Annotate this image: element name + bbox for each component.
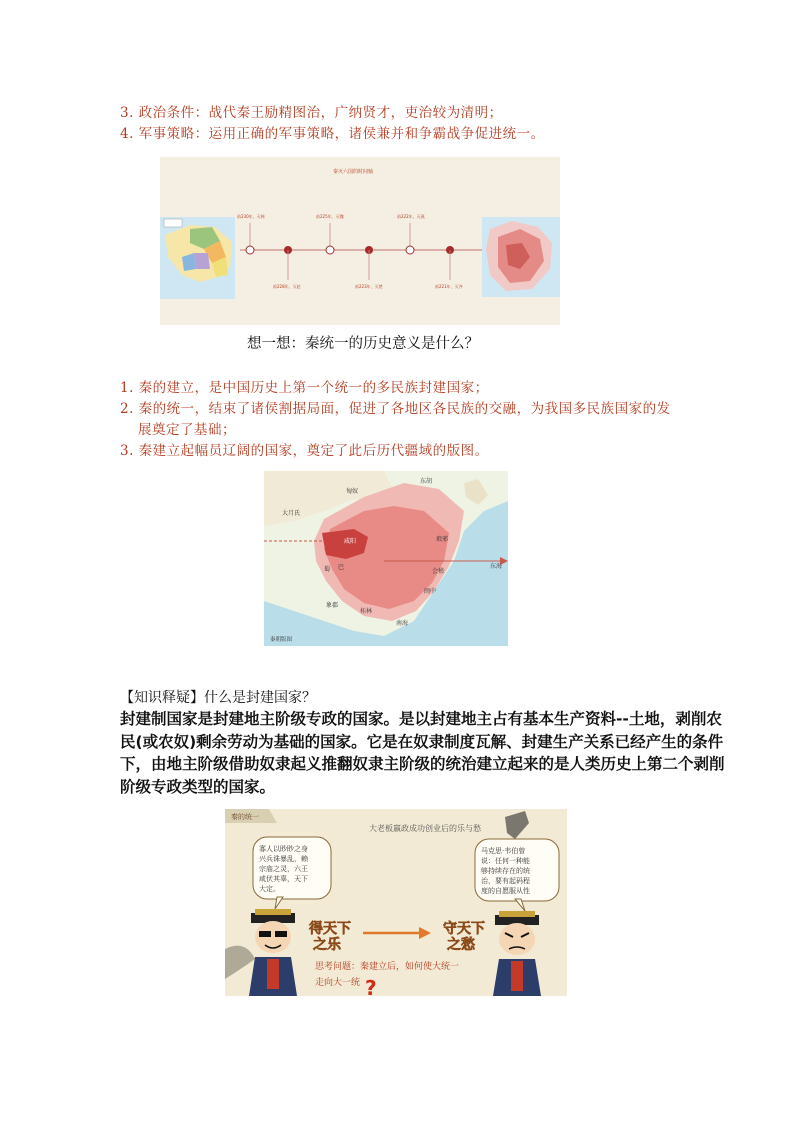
knowledge-heading: 【知识释疑】什么是封建国家？: [120, 690, 316, 706]
event-qi: 前221年，灭齐: [435, 284, 463, 289]
label-ba: 巴: [338, 564, 345, 571]
label-xiongnu: 匈奴: [346, 488, 359, 495]
cartoon-title: 大老板嬴政成功创业后的乐与愁: [369, 824, 481, 833]
map-caption: 秦朝版图: [270, 637, 293, 643]
bubble-left-4: 咸伏其辜，天下: [259, 875, 308, 883]
question-significance: 想一想：秦统一的历史意义是什么？: [247, 336, 479, 352]
event-zhao: 前228年，灭赵: [273, 284, 301, 289]
left-map: [160, 217, 235, 299]
label-kuaiji: 会稽: [432, 568, 445, 575]
bubble-left-1: 寡人以眇眇之身: [259, 845, 308, 853]
bubble-right-4: 治，要有起码程: [481, 877, 530, 885]
worry-text-1: 守天下: [443, 921, 485, 937]
timeline-bottom-events: [273, 246, 463, 289]
label-xiangjun: 象郡: [326, 602, 339, 609]
label-dayuezhi: 大月氏: [282, 510, 301, 517]
event-wei: 前225年，灭魏: [316, 214, 344, 219]
event-yan: 前222年，灭燕: [397, 214, 425, 219]
joy-text-2: 之乐: [313, 937, 341, 953]
joy-text-1: 得天下: [309, 921, 351, 937]
knowledge-line-4: 阶级专政类型的国家。: [120, 778, 276, 796]
label-nanhai: 南海: [396, 620, 409, 627]
bubble-left-3: 宗庙之灵，六王: [259, 865, 308, 873]
significance-2b: 展奠定了基础；: [138, 422, 236, 438]
left-speech-bubble: [253, 837, 331, 909]
knowledge-line-1: 封建制国家是封建地主阶级专政的国家。是以封建地主占有基本生产资料--土地，剥削农: [120, 710, 722, 728]
label-shu: 蜀: [324, 566, 331, 573]
politics-condition: 3. 政治条件：战代秦王励精图治，广纳贤才，吏治较为清明；: [120, 105, 503, 121]
question-mark: ?: [365, 976, 377, 996]
timeline-title: 秦灭六国的时间轴: [332, 169, 374, 175]
bubble-right-2: 说：任何一种能: [481, 857, 530, 865]
right-speech-bubble: [475, 839, 559, 911]
label-langya: 琅邪: [436, 536, 449, 543]
label-donghu: 东胡: [420, 478, 433, 485]
cartoon-question-2: 走向大一统: [315, 978, 361, 988]
qin-territory-map: [264, 471, 508, 646]
bubble-left-5: 大定。: [259, 885, 280, 893]
event-han: 前230年，灭韩: [237, 214, 265, 219]
significance-2a: 2. 秦的统一，结束了诸侯割据局面，促进了各地区各民族的交融，为我国多民族国家的发: [120, 401, 671, 417]
label-donghai: 东海: [490, 563, 503, 570]
bubble-right-5: 度的自愿服从性: [481, 887, 530, 895]
label-guilin: 桂林: [360, 608, 373, 615]
timeline-top-events: [237, 213, 426, 254]
knowledge-line-3: 下，由地主阶级借助奴隶起义推翻奴隶主阶级的统治建立起来的是人类历史上第二个剥削: [120, 755, 725, 773]
worry-text-2: 之愁: [447, 937, 475, 953]
timeline-figure: [160, 157, 560, 325]
cartoon-question: 思考问题：秦建立后，如何使大统一: [315, 962, 460, 972]
label-xianyang: 咸阳: [344, 538, 357, 545]
label-minzhong: 闽中: [424, 588, 437, 595]
knowledge-line-2: 民(或农奴)剩余劳动为基础的国家。它是在奴隶制度瓦解、封建生产关系已经产生的条件: [120, 733, 724, 751]
significance-1: 1. 秦的建立，是中国历史上第一个统一的多民族封建国家；: [120, 380, 489, 396]
bubble-right-1: 马克思·韦伯曾: [481, 847, 526, 855]
bubble-left-2: 兴兵诛暴乱，赖: [259, 855, 308, 863]
bubble-right-3: 够持续存在的统: [481, 867, 530, 875]
cartoon-figure: [225, 809, 567, 996]
cartoon-tab: 秦的统一: [231, 813, 259, 821]
significance-3: 3. 秦建立起幅员辽阔的国家，奠定了此后历代疆域的版图。: [120, 443, 489, 459]
military-strategy: 4. 军事策略：运用正确的军事策略，诸侯兼并和争霸战争促进统一。: [120, 126, 545, 142]
event-chu: 前223年，灭楚: [355, 284, 383, 289]
right-map: [482, 217, 560, 297]
